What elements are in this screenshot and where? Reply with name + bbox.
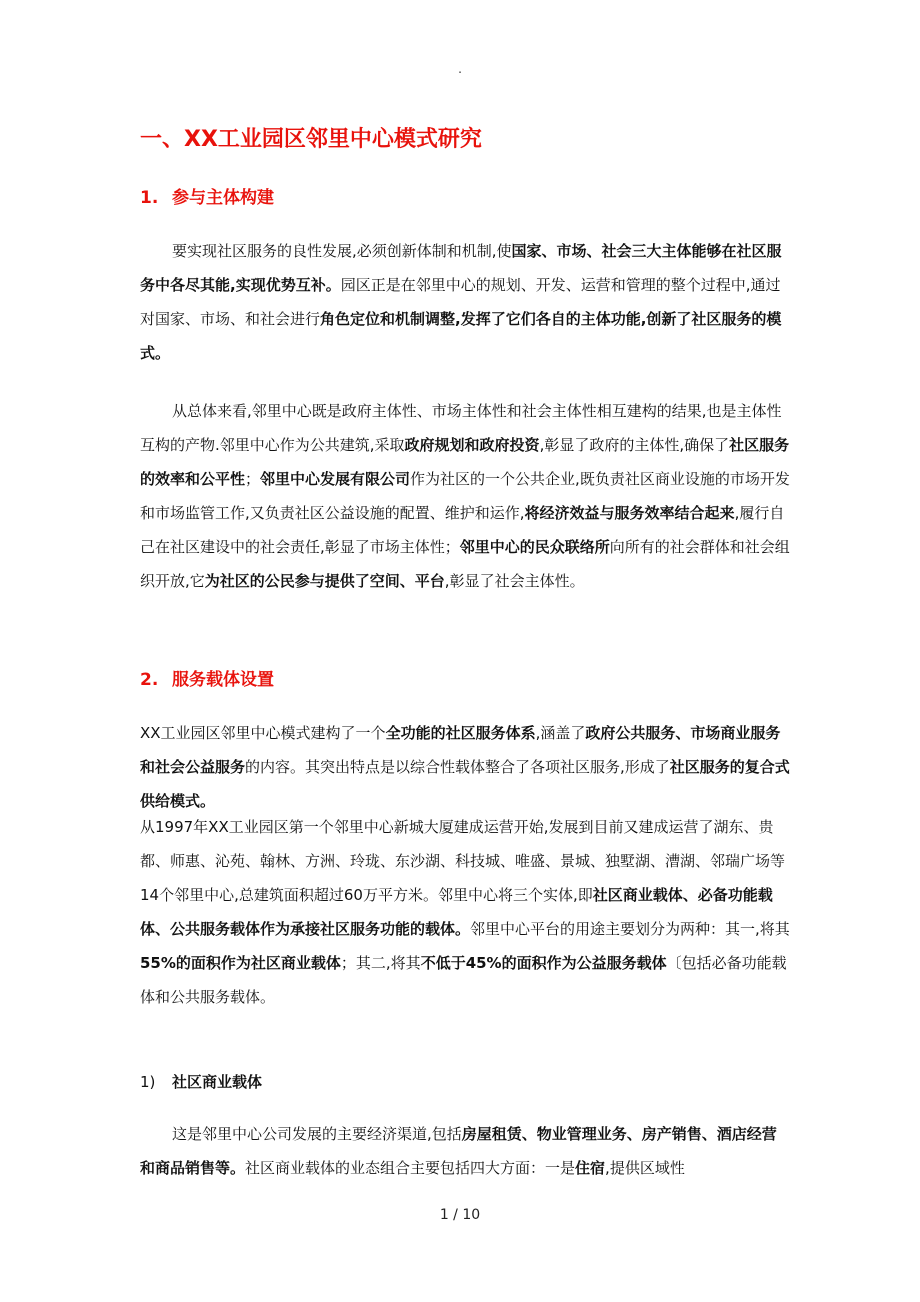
body-text: 园区正是在邻里中心的规划、开发、运营和管理的整个过程中,通过对国家、市场、和社会进行 (140, 276, 781, 328)
body-text: 要实现社区服务的良性发展,必须创新体制和机制,使 (172, 242, 512, 260)
section-2-heading (140, 662, 840, 698)
body-text: 的内容。其突出特点是以综合性载体整合了各项社区服务,形成了 (245, 758, 670, 776)
section-2-title: 服务载体设置 (172, 670, 274, 690)
section-1-title: 参与主体构建 (172, 188, 274, 208)
section-2-number: 2. (140, 670, 159, 690)
subsection-title: 社区商业载体 (172, 1073, 263, 1091)
section-1-paragraph-1 (140, 234, 790, 370)
emphasis-text: 住宿 (575, 1159, 606, 1177)
emphasis-text: 将经济效益与服务效率结合起来 (524, 504, 735, 522)
emphasis-text: 政府规划和政府投资 (404, 436, 540, 454)
subsection-number: 1) (140, 1073, 156, 1091)
subsection-paragraph (140, 1117, 790, 1185)
body-text: 社区商业载体的业态组合主要包括四大方面：一是 (245, 1159, 576, 1177)
subsection-heading (140, 1066, 840, 1098)
emphasis-text: 为社区的公民参与提供了空间、平台 (204, 572, 445, 590)
body-text: ,涵盖了 (535, 724, 586, 742)
body-text: 从总体来看,邻里中心既是政府主体性、市场主体性和社会主体性相互建构的结果,也是主体性互构的产物.邻里中心作为公共建筑,采取 (140, 402, 782, 454)
section-1-heading (140, 180, 840, 216)
section-2-paragraph-2 (140, 810, 790, 1014)
section-1-number: 1. (140, 188, 159, 208)
emphasis-text: 邻里中心发展有限公司 (260, 470, 411, 488)
body-text: ,彰显了政府的主体性,确保了 (539, 436, 730, 454)
body-text: 向所有的社会群体和社会组织开放,它 (140, 538, 790, 590)
body-text: ；其二,将其 (340, 954, 421, 972)
emphasis-text: 社区服务的复合式供给模式。 (140, 758, 790, 810)
body-text: ,提供区域性 (605, 1159, 685, 1177)
page-number: 1 / 10 (439, 1207, 481, 1223)
body-text: XX工业园区邻里中心模式建构了一个 (140, 724, 386, 742)
body-text: 从1997年XX工业园区第一个邻里中心新城大厦建成运营开始,发展到目前又建成运营了湖东、贵都、师惠、沁苑、翰林、方洲、玲珑、东沙湖、科技城、唯盛、景城、独墅湖、漕湖、邻瑞广场等14个邻里中心,总建筑面积超过60万平方米。邻里中心将三个实体,即 (140, 818, 786, 904)
section-1-paragraph-2 (140, 394, 790, 598)
emphasis-text: 社区服务的效率和公平性 (140, 436, 790, 488)
emphasis-text: 邻里中心的民众联络所 (459, 538, 610, 556)
body-text: 这是邻里中心公司发展的主要经济渠道,包括 (172, 1125, 462, 1143)
body-text: ； (245, 470, 261, 488)
emphasis-text: 国家、市场、社会三大主体能够在社区服务中各尽其能,实现优势互补。 (140, 242, 782, 294)
body-text: 作为社区的一个公共企业,既负责社区商业设施的市场开发和市场监管工作,又负责社区公益设施的配置、维护和运作, (140, 470, 790, 522)
emphasis-text: 社区商业载体、必备功能载体、公共服务载体作为承接社区服务功能的载体。 (140, 886, 773, 938)
emphasis-text: 政府公共服务、市场商业服务和社会公益服务 (140, 724, 781, 776)
emphasis-text: 不低于45%的面积作为公益服务载体 (420, 954, 667, 972)
emphasis-text: 角色定位和机制调整,发挥了它们各自的主体功能,创新了社区服务的模式。 (140, 310, 782, 362)
header-mark: . (458, 62, 462, 76)
body-text: 〔包括必备功能载体和公共服务载体。 (140, 954, 787, 1006)
body-text: ,履行自己在社区建设中的社会责任,彰显了市场主体性； (140, 504, 785, 556)
emphasis-text: 全功能的社区服务体系 (385, 724, 536, 742)
section-2-paragraph-1 (140, 716, 790, 818)
page-title: 一、XX工业园区邻里中心模式研究 (140, 127, 482, 152)
emphasis-text: 房屋租赁、物业管理业务、房产销售、酒店经营和商品销售等。 (140, 1125, 777, 1177)
body-text: 邻里中心平台的用途主要划分为两种：其一,将其 (470, 920, 790, 938)
emphasis-text: 55%的面积作为社区商业载体 (140, 954, 341, 972)
body-text: ,彰显了社会主体性。 (444, 572, 585, 590)
